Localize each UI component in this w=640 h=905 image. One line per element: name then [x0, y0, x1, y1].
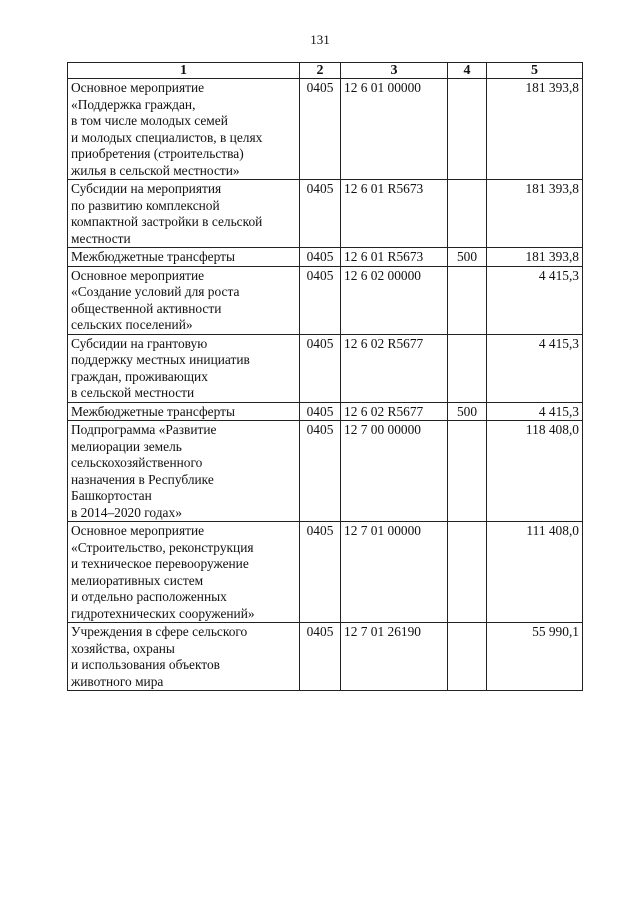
row-name-line: общественной активности — [71, 300, 222, 316]
expense-type-code — [448, 623, 487, 691]
row-name — [68, 623, 300, 691]
table-row — [68, 623, 583, 691]
row-name-line: мелиоративных систем — [71, 572, 204, 588]
table-row — [68, 266, 583, 334]
expense-type-code — [448, 79, 487, 180]
row-name-line: по развитию комплексной — [71, 197, 220, 213]
expense-type-code — [448, 334, 487, 402]
row-name — [68, 522, 300, 623]
row-name-line: и использования объектов — [71, 657, 220, 672]
target-code: 12 7 01 26190 — [341, 623, 448, 691]
row-name-line: Субсидии на грантовую — [71, 335, 208, 351]
row-name — [68, 421, 300, 522]
page-number: 131 — [310, 32, 330, 47]
row-name-line: «Создание условий для роста — [71, 284, 240, 299]
target-code: 12 7 00 00000 — [341, 421, 448, 522]
amount-value: 4 415,3 — [487, 334, 583, 402]
expense-type-code: 500 — [448, 248, 487, 267]
target-code: 12 6 01 R5673 — [341, 180, 448, 248]
amount-value: 181 393,8 — [487, 180, 583, 248]
row-name-line: поддержку местных инициатив — [71, 352, 250, 367]
section-code: 0405 — [300, 421, 341, 522]
table-row — [68, 180, 583, 248]
row-name-line: граждан, проживающих — [71, 368, 208, 384]
section-code: 0405 — [300, 522, 341, 623]
section-code: 0405 — [300, 248, 341, 267]
row-name-line: гидротехнических сооружений» — [71, 605, 255, 621]
table-row — [68, 402, 583, 421]
section-code: 0405 — [300, 334, 341, 402]
row-name-line: Основное мероприятие — [71, 80, 205, 95]
row-name-line: приобретения (строительства) — [71, 146, 244, 161]
row-name-line: назначения в Республике — [71, 471, 214, 487]
row-name-line: «Строительство, реконструкция — [71, 539, 254, 555]
row-name-line: хозяйства, охраны — [71, 640, 175, 656]
column-header: 2 — [300, 63, 341, 79]
section-code: 0405 — [300, 623, 341, 691]
row-name-line: сельских поселений» — [71, 317, 193, 332]
expense-type-code — [448, 180, 487, 248]
row-name — [68, 248, 300, 267]
row-name-line: и техническое перевооружение — [71, 556, 249, 571]
row-name-line: мелиорации земель — [71, 438, 182, 454]
row-name-line: «Поддержка граждан, — [71, 96, 196, 112]
row-name-line: местности — [71, 230, 131, 246]
expense-type-code — [448, 522, 487, 623]
amount-value: 4 415,3 — [487, 402, 583, 421]
table-header-row — [68, 63, 583, 79]
column-header: 5 — [487, 63, 583, 79]
row-name-line: Подпрограмма «Развитие — [71, 422, 217, 437]
column-header: 1 — [68, 63, 300, 79]
table-row — [68, 334, 583, 402]
row-name-line: Башкортостан — [71, 488, 152, 503]
row-name-line: Субсидии на мероприятия — [71, 181, 222, 196]
expense-type-code: 500 — [448, 402, 487, 421]
expense-type-code — [448, 421, 487, 522]
row-name-line: животного мира — [71, 673, 164, 689]
table-row — [68, 248, 583, 267]
target-code: 12 6 02 R5677 — [341, 334, 448, 402]
row-name-line: Учреждения в сфере сельского — [71, 624, 248, 639]
row-name-line: жилья в сельской местности» — [71, 162, 240, 178]
target-code: 12 6 02 R5677 — [341, 402, 448, 421]
row-name — [68, 180, 300, 248]
target-code: 12 6 02 00000 — [341, 266, 448, 334]
target-code: 12 7 01 00000 — [341, 522, 448, 623]
column-header: 4 — [448, 63, 487, 79]
row-name — [68, 266, 300, 334]
row-name — [68, 334, 300, 402]
target-code: 12 6 01 R5673 — [341, 248, 448, 267]
section-code: 0405 — [300, 402, 341, 421]
section-code: 0405 — [300, 79, 341, 180]
amount-value: 181 393,8 — [487, 248, 583, 267]
row-name-line: в том числе молодых семей — [71, 113, 228, 128]
row-name-line: сельскохозяйственного — [71, 455, 203, 470]
expense-type-code — [448, 266, 487, 334]
column-header: 3 — [341, 63, 448, 79]
row-name-line: в сельской местности — [71, 385, 195, 400]
row-name-line: Основное мероприятие — [71, 267, 205, 283]
row-name-line: в 2014–2020 годах» — [71, 504, 182, 520]
amount-value: 4 415,3 — [487, 266, 583, 334]
row-name-line: компактной застройки в сельской — [71, 214, 263, 229]
row-name — [68, 402, 300, 421]
table-row — [68, 421, 583, 522]
row-name-line: Межбюджетные трансферты — [71, 403, 235, 419]
row-name — [68, 79, 300, 180]
row-name-line: Межбюджетные трансферты — [71, 249, 235, 264]
amount-value: 55 990,1 — [487, 623, 583, 691]
amount-value: 118 408,0 — [487, 421, 583, 522]
table-row — [68, 522, 583, 623]
amount-value: 181 393,8 — [487, 79, 583, 180]
amount-value: 111 408,0 — [487, 522, 583, 623]
section-code: 0405 — [300, 180, 341, 248]
row-name-line: и отдельно расположенных — [71, 589, 227, 604]
table-body — [68, 79, 583, 691]
target-code: 12 6 01 00000 — [341, 79, 448, 180]
row-name-line: Основное мероприятие — [71, 523, 205, 538]
row-name-line: и молодых специалистов, в целях — [71, 129, 263, 145]
budget-table — [67, 62, 583, 691]
section-code: 0405 — [300, 266, 341, 334]
table-row — [68, 79, 583, 180]
